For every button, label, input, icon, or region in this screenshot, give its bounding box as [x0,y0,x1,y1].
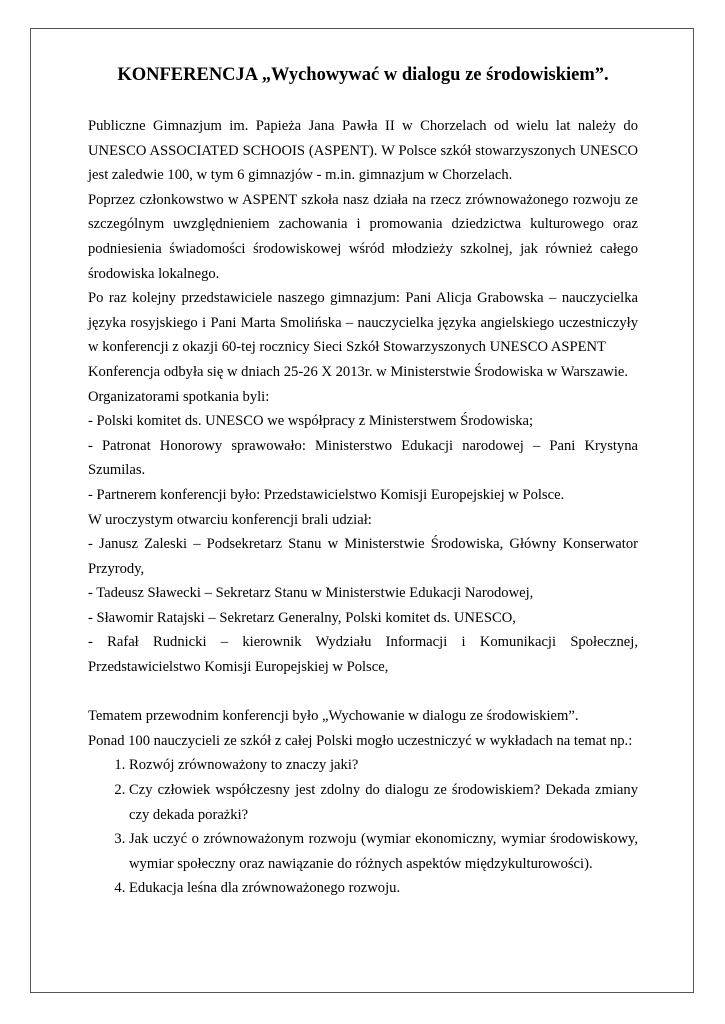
list-item: 4. Edukacja leśna dla zrównoważonego rozwoju. [129,876,638,901]
paragraph-membership: Poprzez członkowstwo w ASPENT szkoła nasz działa na rzecz zrównoważonego rozwoju ze szczególnym uwzględnieniem zachowania i promowania dziedzictwa kulturowego oraz podniesienia świadomości środowiskowej wśród młodzieży szkolnej, jak również całego środowiska lokalnego. [88,191,638,282]
document-title: KONFERENCJA „Wychowywać w dialogu ze środowiskiem”. [117,65,609,85]
paragraph-conference-date: Konferencja odbyła się w dniach 25-26 X 2013r. w Ministerstwie Środowiska w Warszawie. [88,363,629,380]
guest-item: - Rafał Rudnicki – kierownik Wydziału Informacji i Komunikacji Społecznej, Przedstawicielstwo Komisji Europejskiej w Polsce, [88,634,638,676]
guest-item: - Sławomir Ratajski – Sekretarz Generalny, Polski komitet ds. UNESCO, [88,609,516,626]
paragraph-representatives: Po raz kolejny przedstawiciele naszego gimnazjum: Pani Alicja Grabowska – nauczycielka języka rosyjskiego i Pani Marta Smolińska – nauczycielka języka angielskiego uczestniczyły w konferencji z okazji 60-tej rocznicy Sieci Szkół Stowarzyszonych UNESCO ASPENT [88,290,638,356]
document-body [88,62,638,901]
paragraph-opening-heading: W uroczystym otwarciu konferencji brali udział: [88,511,372,528]
organizer-item: - Polski komitet ds. UNESCO we współpracy z Ministerstwem Środowiska; [88,413,534,430]
paragraph-intro: Publiczne Gimnazjum im. Papieża Jana Pawła II w Chorzelach od wielu lat należy do UNESCO ASSOCIATED SCHOOIS (ASPENT). W Polsce szkół stowarzyszonych UNESCO jest zaledwie 100, w tym 6 gimnazjów - m.in. gimnazjum w Chorzelach. [88,118,638,184]
organizer-item: - Partnerem konferencji było: Przedstawicielstwo Komisji Europejskiej w Polsce. [88,486,565,503]
organizer-item: - Patronat Honorowy sprawowało: Ministerstwo Edukacji narodowej – Pani Krystyna Szumilas. [88,437,638,479]
guest-item: - Tadeusz Sławecki – Sekretarz Stanu w Ministerstwie Edukacji Narodowej, [88,585,534,602]
paragraph-organizers-heading: Organizatorami spotkania byli: [88,388,270,405]
list-item: 3. Jak uczyć o zrównoważonym rozwoju (wymiar ekonomiczny, wymiar środowiskowy, wymiar społeczny oraz nawiązanie do różnych aspektów międzykulturowości). [129,827,638,876]
list-item: 2. Czy człowiek współczesny jest zdolny do dialogu ze środowiskiem? Dekada zmiany czy dekada porażki? [129,778,638,827]
list-item: 1. Rozwój zrównoważony to znaczy jaki? [129,753,638,778]
lecture-list [88,753,638,901]
blank-line [88,680,638,705]
guest-item: - Janusz Zaleski – Podsekretarz Stanu w Ministerstwie Środowiska, Główny Konserwator Przyrody, [88,536,638,577]
paragraph-theme: Tematem przewodnim konferencji było „Wychowanie w dialogu ze środowiskiem”. [88,708,579,725]
paragraph-lectures-intro: Ponad 100 nauczycieli ze szkół z całej Polski mogło uczestniczyć w wykładach na temat np.: [88,732,633,749]
